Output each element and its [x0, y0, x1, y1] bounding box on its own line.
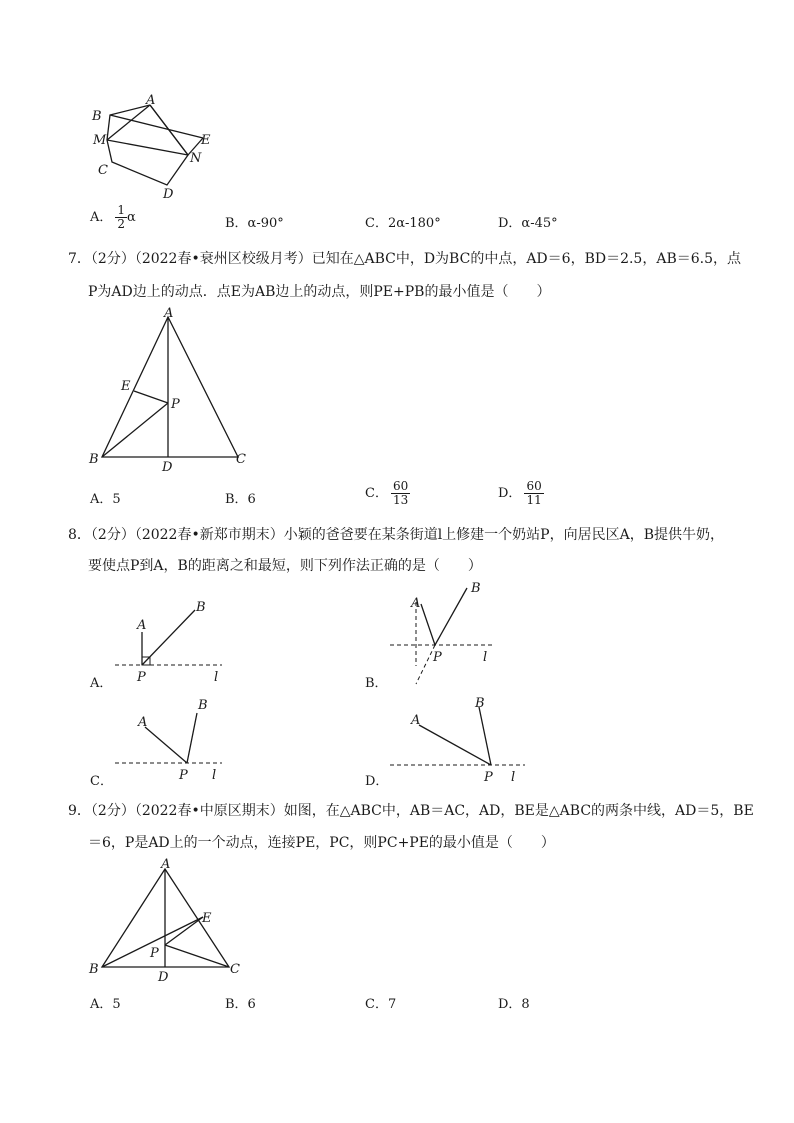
q8-option-c-label: C． — [90, 774, 113, 789]
fig8d-label-l: l — [511, 770, 516, 785]
q8-option-a-label: A． — [90, 676, 113, 691]
q9-figure — [85, 855, 255, 985]
fig8c-label-a: A — [138, 715, 148, 730]
fig8c-label-l: l — [212, 768, 217, 783]
fig8a-label-b: B — [196, 600, 206, 615]
q8-text-line2: 要使点P到A，B的距离之和最短，则下列作法正确的是（ ） — [88, 558, 482, 574]
fig6-label-a: A — [146, 93, 156, 108]
fig8a-label-l: l — [214, 670, 219, 685]
q9-option-c: C．7 — [365, 997, 397, 1012]
fig9-label-a: A — [161, 857, 171, 872]
q7-option-d: D． $\frac{60}{11}$ — [498, 479, 542, 507]
fig6-label-c: C — [98, 163, 108, 178]
fig7-label-e: E — [121, 379, 131, 394]
fig7-label-a: A — [164, 306, 174, 321]
q7-option-b: B．6 — [225, 492, 256, 507]
q7-text-line2: P为AD边上的动点．点E为AB边上的动点，则PE+PB的最小值是（ ） — [88, 284, 551, 300]
q9-text-line2: ＝6，P是AD上的一个动点，连接PE，PC，则PC+PE的最小值是（ ） — [88, 835, 555, 851]
q8-option-c-figure — [110, 695, 240, 785]
fig9-label-d: D — [158, 970, 169, 985]
q9-text-line1: 9．（2分）（2022春•中原区期末）如图，在△ABC中，AB＝AC，AD，BE是△ABC的两条中线，AD＝5，BE — [68, 803, 754, 819]
fig6-label-b: B — [92, 109, 102, 124]
q7-text-line1: 7．（2分）（2022春•衰州区校级月考）已知在△ABC中，D为BC的中点，AD＝6，BD＝2.5，AB＝6.5，点 — [68, 251, 742, 267]
fig8c-label-b: B — [198, 698, 208, 713]
q6-option-c: C．2α-180° — [365, 216, 441, 231]
fig8d-label-a: A — [411, 713, 421, 728]
q9-option-a: A．5 — [90, 997, 121, 1012]
q8-option-b-label: B． — [365, 676, 388, 691]
fig9-label-b: B — [89, 962, 99, 977]
fig8d-label-p: P — [484, 770, 493, 785]
fig8b-label-a: A — [411, 596, 421, 611]
fig6-label-n: N — [190, 151, 202, 166]
fig9-label-c: C — [230, 962, 240, 977]
fig7-label-c: C — [236, 452, 246, 467]
fig8b-label-l: l — [483, 650, 488, 665]
fig6-label-m: M — [93, 133, 107, 148]
fig7-label-d: D — [162, 460, 173, 475]
fig8b-label-b: B — [471, 581, 481, 596]
fig7-label-p: P — [171, 397, 180, 412]
q6-figure — [85, 90, 225, 205]
fig8b-label-p: P — [433, 650, 442, 665]
q7-figure — [85, 305, 260, 475]
q6-option-d: D．α-45° — [498, 216, 558, 231]
q7-option-a: A．5 — [90, 492, 121, 507]
q8-option-d-label: D． — [365, 774, 389, 789]
fig8a-label-a: A — [137, 618, 147, 633]
q8-option-a-figure — [110, 595, 240, 690]
fig8c-label-p: P — [179, 768, 188, 783]
q8-option-d-figure — [385, 693, 535, 785]
fig8a-label-p: P — [137, 670, 146, 685]
q9-option-d: D．8 — [498, 997, 530, 1012]
q6-option-b: B．α-90° — [225, 216, 284, 231]
fig7-label-b: B — [89, 452, 99, 467]
fig8d-label-b: B — [475, 696, 485, 711]
q8-text-line1: 8．（2分）（2022春•新郑市期末）小颖的爸爸要在某条街道l上修建一个奶站P，向居民区A，B提供牛奶， — [68, 527, 724, 543]
fig6-label-d: D — [163, 187, 174, 202]
fig9-label-p: P — [150, 946, 159, 961]
q6-option-a: A． $\frac{1}{2}$ α — [90, 203, 136, 231]
fig9-label-e: E — [202, 911, 212, 926]
fig6-label-e: E — [201, 133, 211, 148]
q8-option-b-figure — [385, 578, 505, 690]
q7-option-c: C． $\frac{60}{13}$ — [365, 479, 409, 507]
q9-option-b: B．6 — [225, 997, 256, 1012]
